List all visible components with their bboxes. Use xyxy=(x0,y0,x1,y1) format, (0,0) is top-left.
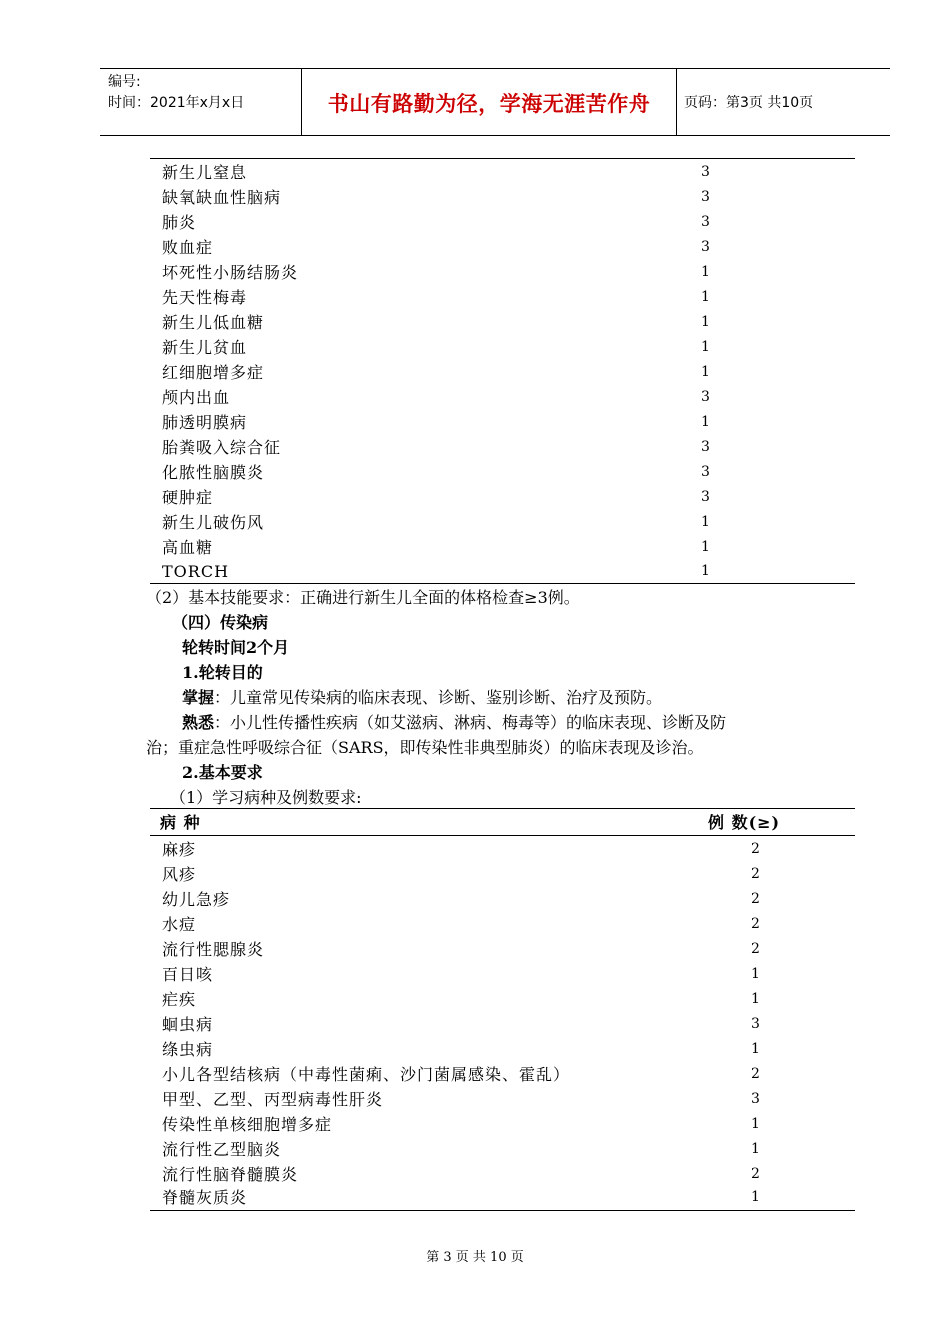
header-left xyxy=(108,72,244,114)
familiar-paragraph xyxy=(182,710,726,735)
disease-name: 颅内出血 xyxy=(162,388,231,407)
disease-name: 绦虫病 xyxy=(162,1040,214,1059)
table-row xyxy=(150,360,855,385)
study-requirement: （1）学习病种及例数要求: xyxy=(170,788,362,807)
infectious-disease-table xyxy=(150,808,855,1211)
table-row xyxy=(150,460,855,485)
table-row xyxy=(150,235,855,260)
disease-name: 硬肿症 xyxy=(162,488,214,507)
column-header-count: 例 数(≥) xyxy=(708,813,781,832)
header-top-rule xyxy=(100,68,890,69)
familiar-text: ：小儿性传播性疾病（如艾滋病、淋病、梅毒等）的临床表现、诊断及防 xyxy=(214,713,727,732)
header-bottom-rule xyxy=(100,135,890,136)
neonatal-disease-table xyxy=(150,158,855,584)
table-row xyxy=(150,1012,855,1037)
column-header-disease: 病 种 xyxy=(160,813,201,832)
case-count: 3 xyxy=(701,164,710,180)
disease-name: 胎粪吸入综合征 xyxy=(162,438,282,457)
disease-name: 流行性脑脊髓膜炎 xyxy=(162,1165,299,1184)
disease-name: 肺炎 xyxy=(162,213,197,232)
disease-name: 先天性梅毒 xyxy=(162,288,248,307)
case-count: 3 xyxy=(701,489,710,505)
case-count: 2 xyxy=(751,916,760,932)
purpose-heading: 1.轮转目的 xyxy=(182,663,263,682)
disease-name: 传染性单核细胞增多症 xyxy=(162,1115,333,1134)
table-row xyxy=(150,1162,855,1187)
case-count: 1 xyxy=(701,514,710,530)
disease-name: 化脓性脑膜炎 xyxy=(162,463,265,482)
disease-name: 肺透明膜病 xyxy=(162,413,248,432)
case-count: 1 xyxy=(701,414,710,430)
table-row xyxy=(150,1087,855,1112)
disease-name: 百日咳 xyxy=(162,965,214,984)
case-count: 3 xyxy=(701,214,710,230)
disease-name: 水痘 xyxy=(162,915,197,934)
disease-name: 甲型、乙型、丙型病毒性肝炎 xyxy=(162,1090,384,1109)
disease-name: TORCH xyxy=(162,562,230,581)
case-count: 2 xyxy=(751,941,760,957)
case-count: 3 xyxy=(751,1091,760,1107)
case-count: 1 xyxy=(701,563,710,579)
table-row xyxy=(150,510,855,535)
time-label: 时间：2021年x月x日 xyxy=(108,95,245,111)
case-count: 1 xyxy=(751,991,760,1007)
header-motto: 书山有路勤为径，学海无涯苦作舟 xyxy=(327,92,651,116)
skill-requirement: （2）基本技能要求：正确进行新生儿全面的体格检查≥3例。 xyxy=(146,588,580,607)
doc-number-label: 编号: xyxy=(108,74,141,90)
table-row xyxy=(150,385,855,410)
disease-name: 风疹 xyxy=(162,865,197,884)
table-row xyxy=(150,1037,855,1062)
case-count: 2 xyxy=(751,866,760,882)
header-rule xyxy=(150,835,855,836)
table-row xyxy=(150,987,855,1012)
case-count: 3 xyxy=(701,239,710,255)
case-count: 2 xyxy=(751,891,760,907)
table-row xyxy=(150,535,855,560)
table-row xyxy=(150,285,855,310)
disease-name: 流行性腮腺炎 xyxy=(162,940,265,959)
disease-name: 流行性乙型脑炎 xyxy=(162,1140,282,1159)
table-row xyxy=(150,837,855,862)
case-count: 1 xyxy=(701,314,710,330)
disease-name: 麻疹 xyxy=(162,840,197,859)
disease-name: 新生儿窒息 xyxy=(162,163,248,182)
header-page-label: 页码：第3页 共10页 xyxy=(684,95,814,111)
table-row xyxy=(150,310,855,335)
case-count: 1 xyxy=(751,1141,760,1157)
table-row xyxy=(150,1062,855,1087)
familiar-paragraph-continued: 治；重症急性呼吸综合征（SARS，即传染性非典型肺炎）的临床表现及诊治。 xyxy=(146,738,704,757)
table-row xyxy=(150,435,855,460)
case-count: 2 xyxy=(751,1066,760,1082)
table-row xyxy=(150,210,855,235)
disease-name: 新生儿破伤风 xyxy=(162,513,265,532)
master-paragraph xyxy=(182,685,662,710)
table-row xyxy=(150,160,855,185)
case-count: 3 xyxy=(701,389,710,405)
disease-name: 新生儿贫血 xyxy=(162,338,248,357)
case-count: 2 xyxy=(751,841,760,857)
table-bottom-rule xyxy=(150,1210,855,1211)
case-count: 1 xyxy=(701,364,710,380)
familiar-label: 熟悉 xyxy=(182,713,215,732)
table-top-rule xyxy=(150,808,855,809)
case-count: 3 xyxy=(701,464,710,480)
table-top-rule xyxy=(150,158,855,159)
table-row xyxy=(150,1112,855,1137)
case-count: 3 xyxy=(701,189,710,205)
header-divider xyxy=(676,68,677,136)
table-row xyxy=(150,937,855,962)
case-count: 1 xyxy=(701,339,710,355)
case-count: 3 xyxy=(701,439,710,455)
section-heading: （四）传染病 xyxy=(172,613,269,632)
case-count: 1 xyxy=(701,289,710,305)
table-row xyxy=(150,335,855,360)
table-row xyxy=(150,962,855,987)
table-bottom-rule xyxy=(150,583,855,584)
table-row xyxy=(150,185,855,210)
rotation-time: 轮转时间2个月 xyxy=(182,638,290,657)
case-count: 1 xyxy=(701,264,710,280)
table-row xyxy=(150,410,855,435)
case-count: 1 xyxy=(751,1189,760,1205)
case-count: 1 xyxy=(751,966,760,982)
table-row xyxy=(150,1185,855,1210)
disease-name: 蛔虫病 xyxy=(162,1015,214,1034)
disease-name: 新生儿低血糖 xyxy=(162,313,265,332)
case-count: 2 xyxy=(751,1166,760,1182)
case-count: 1 xyxy=(751,1041,760,1057)
disease-name: 高血糖 xyxy=(162,538,214,557)
table-row xyxy=(150,862,855,887)
table-row xyxy=(150,1137,855,1162)
table-row xyxy=(150,887,855,912)
master-text: ：儿童常见传染病的临床表现、诊断、鉴别诊断、治疗及预防。 xyxy=(214,688,663,707)
page-footer: 第 3 页 共 10 页 xyxy=(426,1250,524,1265)
disease-name: 脊髓灰质炎 xyxy=(162,1188,248,1207)
disease-name: 缺氧缺血性脑病 xyxy=(162,188,282,207)
basic-requirement-heading: 2.基本要求 xyxy=(182,763,263,782)
master-label: 掌握 xyxy=(182,688,215,707)
disease-name: 疟疾 xyxy=(162,990,197,1009)
table-row xyxy=(150,485,855,510)
table-row xyxy=(150,260,855,285)
disease-name: 小儿各型结核病（中毒性菌痢、沙门菌属感染、霍乱） xyxy=(162,1065,571,1084)
disease-name: 败血症 xyxy=(162,238,214,257)
disease-name: 坏死性小肠结肠炎 xyxy=(162,263,299,282)
case-count: 1 xyxy=(751,1116,760,1132)
disease-name: 红细胞增多症 xyxy=(162,363,265,382)
case-count: 3 xyxy=(751,1016,760,1032)
case-count: 1 xyxy=(701,539,710,555)
table-row xyxy=(150,912,855,937)
table-row xyxy=(150,559,855,584)
disease-name: 幼儿急疹 xyxy=(162,890,231,909)
